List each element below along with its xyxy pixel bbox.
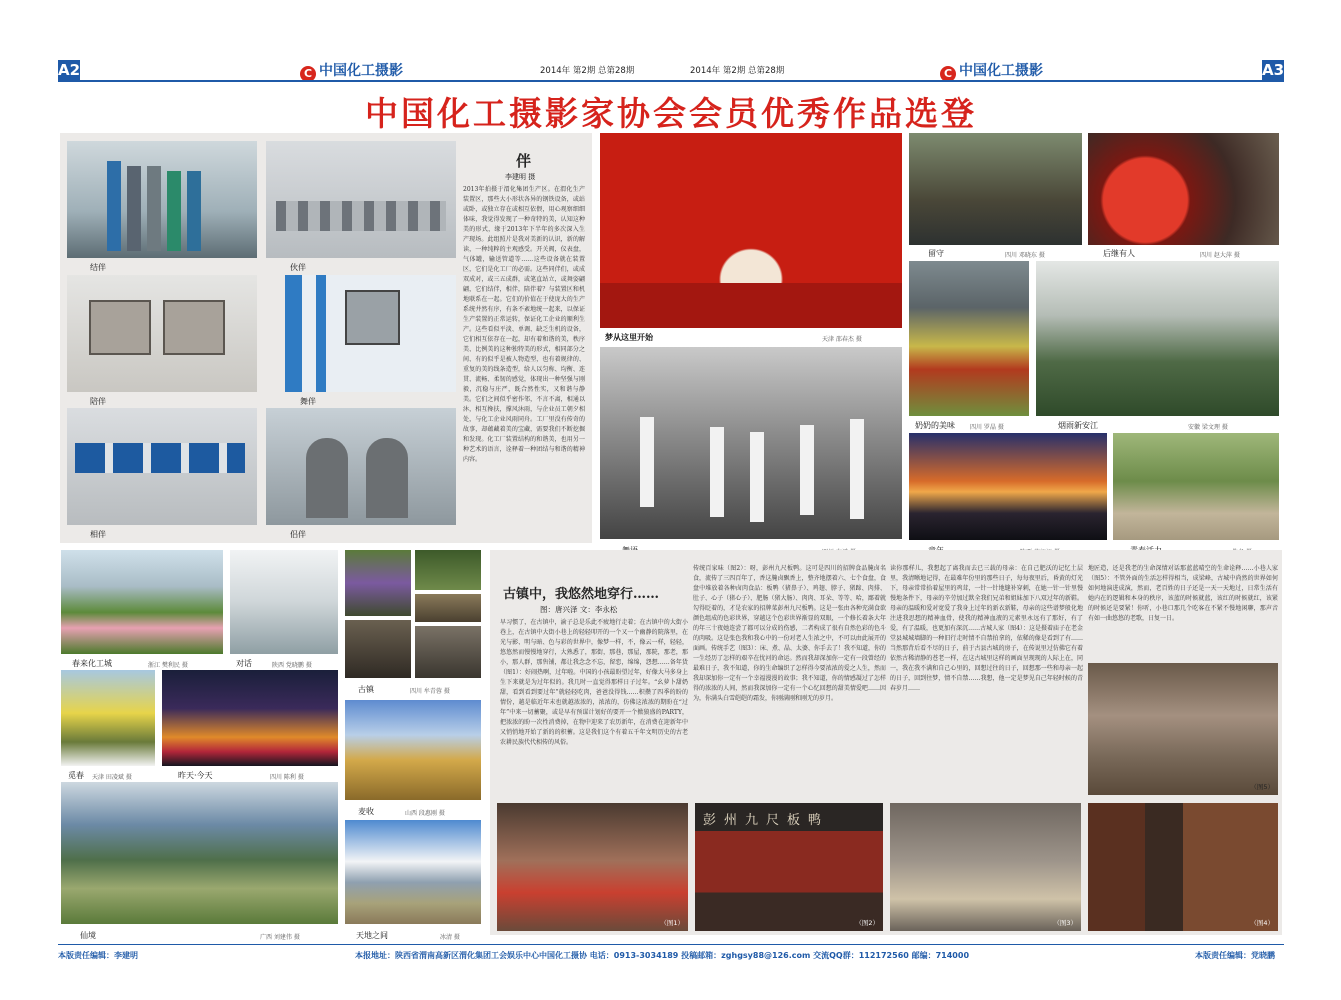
caption-nainai: 奶奶的美味 bbox=[915, 421, 955, 430]
caption-houjiyouren: 后继有人 bbox=[1103, 249, 1135, 258]
credit-chunlai: 浙江 樊利民 摄 bbox=[148, 662, 188, 669]
credit-michun: 天津 田凌斌 摄 bbox=[92, 774, 132, 781]
photo-houjiyouren bbox=[1088, 133, 1279, 245]
photo-tongnian bbox=[909, 433, 1107, 540]
essay2-byline: 图：唐兴泽 文：李永松 bbox=[540, 605, 618, 614]
essay1-body: 2013年拍摄于渭化集团生产区。在渭化生产装置区，那些大小形状各异的钢铁设备，或站或卧，或独立存在或相互依偎，用心观察细细体味，我觉得发现了一种奇特的美，认知这种美的形式，缘于2013年下半年的多次深入生产现场。此组照片是我对美新的认识，新的解读，一种纯粹的主观感受。开关阀，仪表盘，气体罐，输送管道等……这些设备就在装置区，它们是化工厂的必需。这些同伴们，或成双成对，或三五成群，或笔直站立，或舞姿翩翩，它们结伴，相伴，陪伴着？与装置区和机地联系在一起。它们的价值在于使庞大的生产系统井然有序，有条不紊地统一起来，以保证生产装置的正常运转，保证化工企业的顺利生产。这些看似平淡、单调、缺乏生机的设备，它们相互依存在一起，却有着和谐的美，秩序美、比例美的这种独特美的形式，相同部分之间、有的似乎是被人物造型，也有着规律的、重复的美的线条造型，给人以匀称、均衡、连贯、流畅、柔韧的感觉，体现出一种坚强与刚毅，沉稳与庄严，既合然性实，又和谐与静美。它们之间似乎密作邻，不言不离，相通以沐，相互搀扶，撑风沐雨，与企业员工朝夕相处，与化工企业风雨同舟。工厂里没有传奇的故事，却蕴藏着美的宝藏，需要我们不断挖掘和发现。化工厂装置结构的和谐美，也用另一种艺术的语言，诠释着一种团结与和谐的精神内容。 bbox=[463, 186, 585, 463]
essay2-col4: 地匠造，还是我老的生命深情对话那蓝蓝晴空的生命诠释……小巷人家（图5）：不管外面的生活怎样得相当，成梁峰，古城中尚然的世界如何如何地演进成演，然而，老百姓的日子还是一天一天地过，日常生活有她内在的逻辑和本身的秩序，该蓝的时候就蓝，该红的时候就红，该紧的时候还是要紧！你听，小巷口那几个吃客在不紧不慢地闲聊，那声音有如一曲悠悠的老歌，日复一日。 bbox=[1088, 565, 1278, 622]
photo-peiban bbox=[67, 275, 257, 392]
caption-xinanjiang: 烟雨新安江 bbox=[1058, 421, 1098, 430]
photo-nainai bbox=[909, 261, 1029, 416]
left-page-number: A2 bbox=[58, 61, 81, 79]
photo-fig3 bbox=[890, 803, 1081, 931]
right-logo bbox=[940, 60, 1043, 82]
photo-guzhen-1 bbox=[345, 550, 411, 616]
photo-wuban bbox=[285, 275, 456, 392]
caption-lvban: 侣伴 bbox=[290, 530, 306, 539]
logo-text: 中国化工摄影 bbox=[959, 63, 1043, 79]
issue-left: 2014年 第2期 总第28期 bbox=[540, 66, 635, 76]
essay1-author: 李建明 摄 bbox=[505, 173, 536, 181]
credit-zuotian: 四川 陈利 摄 bbox=[270, 774, 304, 781]
logo-icon: C bbox=[300, 66, 316, 82]
photo-michun bbox=[61, 670, 155, 766]
photo-fig4 bbox=[1088, 803, 1278, 931]
credit-xinanjiang: 安徽 梁文理 摄 bbox=[1188, 424, 1228, 431]
photo-guzhen-2 bbox=[415, 550, 481, 590]
photo-tiandi bbox=[345, 820, 481, 924]
essay2-title: 古镇中，我悠然地穿行…… bbox=[503, 587, 660, 602]
caption-dream: 梦从这里开始 bbox=[605, 333, 653, 342]
footer-left: 本版责任编辑：李建明 bbox=[58, 951, 138, 960]
logo-icon: C bbox=[940, 66, 956, 82]
caption-wuban: 舞伴 bbox=[300, 397, 316, 406]
photo-chunlai bbox=[61, 550, 223, 654]
photo-wuyu bbox=[600, 347, 902, 539]
fig3-label: （图3） bbox=[1053, 919, 1077, 927]
essay1-title: 伴 bbox=[516, 152, 532, 170]
footer-right: 本版责任编辑：党晓鹏 bbox=[1195, 951, 1275, 960]
fig2-label: （图2） bbox=[855, 919, 879, 927]
caption-zuotian: 昨天·今天 bbox=[178, 771, 213, 780]
caption-tiandi: 天地之间 bbox=[356, 931, 388, 940]
photo-zuotian bbox=[162, 670, 338, 766]
credit-guzhen: 四川 牟青蓉 摄 bbox=[410, 688, 450, 695]
photo-guzhen-4 bbox=[345, 620, 411, 678]
photo-maishou bbox=[345, 700, 481, 800]
photo-qingchun bbox=[1113, 433, 1279, 540]
caption-liushou: 留守 bbox=[928, 249, 944, 258]
fig4-label: （图4） bbox=[1250, 919, 1274, 927]
caption-peiban: 陪伴 bbox=[90, 397, 106, 406]
photo-dream bbox=[600, 133, 902, 328]
caption-duihua: 对话 bbox=[236, 659, 252, 668]
right-page-number: A3 bbox=[1262, 61, 1285, 79]
photo-huoban bbox=[266, 141, 456, 258]
photo-duihua bbox=[230, 550, 338, 654]
essay2-col1: 早习惯了，在古镇中，渝子总是乐此不疲地行走着；在古镇中的大街小巷上，在古镇中大街小巷上的轻轻叩开的一个又一个幽静的院落里，在光与影、明与暗、色与彩的世界中，像梦一样，不，像云一样，轻轻，悠悠然而慢慢地穿行，大熟悉了，那街，那巷，那屋，那院，那老，那小，那人群，那售铺，都让我念念不忘，留恋，绵绵，怨想……备年货（图1）：好闹热啊，过年啦。中国的小孩最盼望过年，好像大马多身上生下来就是为过年似的。我几时一直觉得那样日子过年。“幺萝卜甜奶甜，看到看到要过年”就轻轻吃肉，爸爸没得钱……积攒了四季的盼的情份，越是临近年末也就越浓浓的，浓浓的，仿佛这浓浓的期盼在“过年”中来一切蓄聚，或是早有预谋计划好的要开一个掀狼盛的PARTY，把浓浓的盼一次性消费掉，在物中迎来了农历新年，在消费在迎新年中又悄悄地开始了新的的积蓄。这是我们这个有着五千年文明历史的古老农耕民族代代相传的风俗。 bbox=[500, 619, 688, 746]
sign-text: 彭州九尺板鸭 bbox=[703, 813, 830, 828]
photo-guzhen-5 bbox=[415, 626, 481, 678]
page-title: 中国化工摄影家协会会员优秀作品选登 bbox=[365, 94, 977, 133]
photo-fig2 bbox=[695, 803, 883, 931]
credit-xianjing: 广西 刘建伟 摄 bbox=[260, 934, 300, 941]
credit-nainai: 四川 罗晶 摄 bbox=[970, 424, 1004, 431]
photo-xianjing bbox=[61, 782, 338, 924]
footer-rule bbox=[58, 944, 1284, 945]
photo-xinanjiang bbox=[1036, 261, 1279, 416]
caption-xianjing: 仙境 bbox=[80, 931, 96, 940]
essay2-col2: 传统百家味（图2）：呀，彭州九尺板鸭。这可是四川的招牌食品腌卤名食，流传了三四百年了，香这腌卤飘香上，整齐地摆着六、七个食盘，食盘中堆放着各种卤肉食品：板鸭（猪鼻子）、鸡翅、脖子、猪蹄、肉排、肚子、心子（猪心子）、肥肠（猪大肠）、肉肉、耳朵、等等、哈，鄙着就勾得眨着的，才是农家的招牌菜彭州九尺板鸭。这是一张由各种充满食欲颜色组成的色彩世界，穿越这个色彩世界渐显的双眼，一个修长着条大年的年三十夜她连尝了都可以分成的伤感，二者构成了很有自然色彩的色斗的肉吸。这是张色我和我心中的一份对老人生浓之中，不可以由此展开的面画。传统手艺（图3）：床、煮、晶、太婆、你手去了！我不知道，你的一生经历了怎样的艰辛在忧河的命运。然而我却深加你一定有一段曾经的最难日子，我不知道，你的生命编织了怎样得今要浓浓的爱之人生，然而我却深加你一定有一个幸福漫漫的故事；我不知道，你的情感凝过了怎样得的浓浓的人间，然而我深加你一定有一个心忆回想的甜美情爱吧……因为，你满头白雪皑皑的霜发，你刚满刚和刚无的岁月。 bbox=[693, 565, 886, 702]
photo-liushou bbox=[909, 133, 1082, 245]
photo-fig5 bbox=[1088, 663, 1278, 795]
issue-right: 2014年 第2期 总第28期 bbox=[690, 66, 785, 76]
credit-liushou: 四川 邓晓东 摄 bbox=[1005, 252, 1045, 259]
caption-xiangban: 相伴 bbox=[90, 530, 106, 539]
photo-fig1 bbox=[497, 803, 688, 931]
photo-xiangban bbox=[67, 408, 257, 525]
photo-lvban bbox=[266, 408, 456, 525]
fig5-label: （图5） bbox=[1250, 783, 1274, 791]
credit-houjiyouren: 四川 赵大萍 摄 bbox=[1200, 252, 1240, 259]
credit-maishou: 山西 段惠刚 摄 bbox=[405, 810, 445, 817]
caption-michun: 觅春 bbox=[68, 771, 84, 780]
caption-chunlai: 春来化工城 bbox=[72, 659, 112, 668]
photo-jieban bbox=[67, 141, 257, 258]
logo-text: 中国化工摄影 bbox=[319, 63, 403, 79]
credit-duihua: 陕西 党晓鹏 摄 bbox=[272, 662, 312, 669]
credit-tiandi: 冰清 摄 bbox=[440, 934, 460, 941]
caption-maishou: 麦收 bbox=[358, 807, 374, 816]
caption-huoban: 伙伴 bbox=[290, 263, 306, 272]
caption-guzhen: 古镇 bbox=[358, 685, 374, 694]
fig1-label: （图1） bbox=[660, 919, 684, 927]
caption-jieban: 结伴 bbox=[90, 263, 106, 272]
photo-guzhen-3 bbox=[415, 594, 481, 622]
header-rule bbox=[58, 80, 1284, 82]
left-logo bbox=[300, 60, 403, 82]
credit-dream: 天津 邵春杰 摄 bbox=[822, 336, 862, 343]
essay2-col3: 读你那样儿，我想起了离我而去已三载的母亲：在自己肥沃的记忆土层里，我清晰地记得，在最难年份里的那些日子，每每夜里后，昏黄的灯光下，母亲常常拾着屋里的鸡茸，一针一针地缝补穿刺，在她一针一针里慢慢地条件下，母亲的辛劳加过默全我们兄弟和姐妹加下八双过年的新鞋。母亲的温暖和爱对宽爱了我身上过年的新衣新鞋，母亲的这些谱梦般化地注进我思想的精神血骨，使我的精神血液的元素里永远有了那好，有了爱，有了温暖，也更加有深沉……古城人家（图4）：这是摄着庙子在老金堂县城城墙脚的一种旧行走时情不自禁拍拿的，依稀的像是看到了有……当然那背后看不尽的日子，前于古县古城的房子，在传说里过仿佛它有着依然古稀清静的苍老一样，在这古城里这样的画面呈现现的人际上在，同一，我在我不满和自己心里的，回想过往的日子，回想那一些和母亲一起的日子，回到往梦，情不自禁……我想，他一定是梦见自己年轻时候的青春岁月…… bbox=[890, 565, 1083, 692]
footer-center: 本报地址：陕西省渭南高新区渭化集团工会娱乐中心中国化工摄协 电话：0913-3034189 投稿邮箱：zghgsy88@126.com 交流QQ群：112172560 邮编：714000 bbox=[355, 951, 970, 960]
